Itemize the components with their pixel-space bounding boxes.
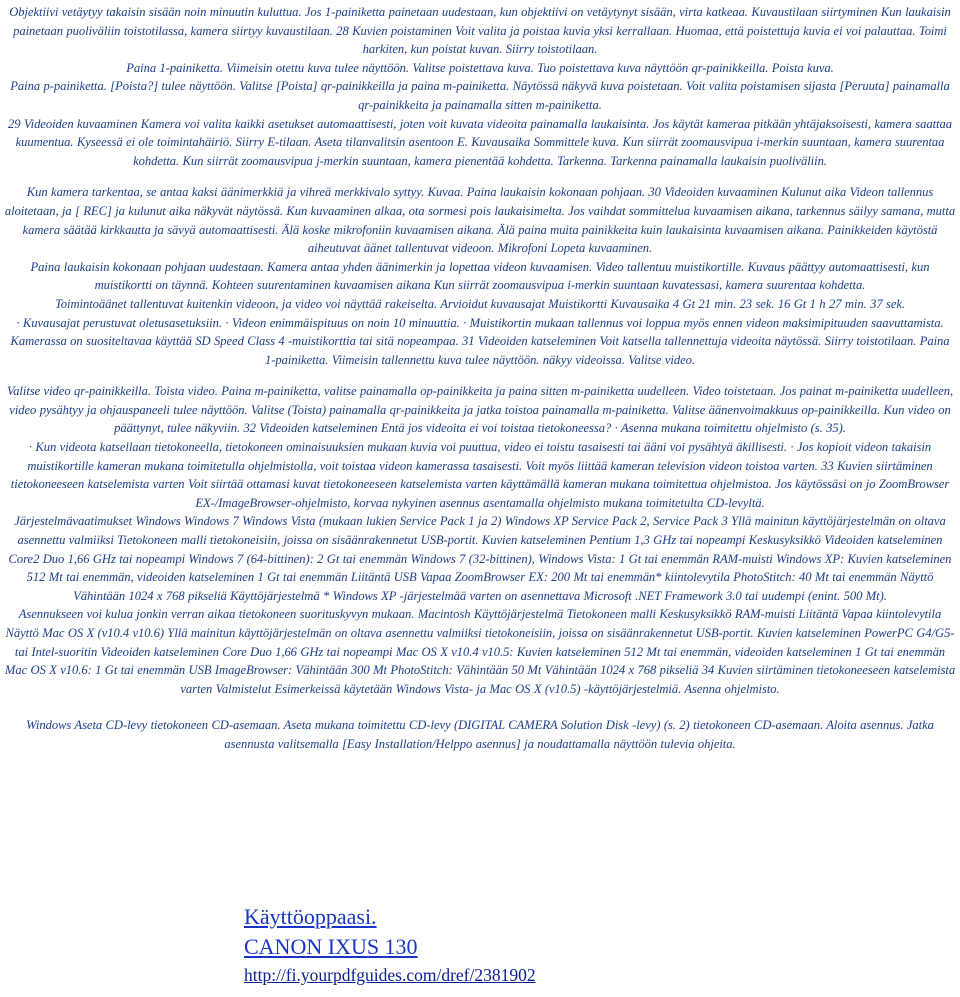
footer-link-url[interactable]: http://fi.yourpdfguides.com/dref/2381902 bbox=[244, 965, 536, 985]
paragraph-video-record: Kun kamera tarkentaa, se antaa kaksi äänimerkkiä ja vihreä merkkivalo syttyy. Kuvaa. Paina laukaisin kokonaan pohjaan. 30 Videoiden kuvaaminen Kulunut aika Videon tallennus aloitetaan, ja [ REC] ja kulunut aika näkyvät näytössä. Kun kuvaaminen alkaa, ota sormesi pois laukaisimelta. Jos vaihdat sommittelua kuvaamisen aikana, tarkennus säilyy samana, mutta kamera säätää kirkkautta ja sävyä automaattisesti. Älä koske mikrofoniin kuvaamisen aikana. Älä paina muita painikkeita kuin laukaisinta kuvaamisen aikana. Painikkeiden käytöstä aiheutuvat äänet tallentuvat videoon. Mikrofoni Lopeta kuvaaminen. bbox=[4, 185, 956, 256]
paragraph-mac-requirements: Asennukseen voi kulua jonkin verran aikaa tietokoneen suorituskyvyn mukaan. Macintosh Käyttöjärjestelmä Tietokoneen malli Keskusyksikkö RAM-muisti Liitäntä Vapaa kiintolevytila Näyttö Mac OS X (v10.4 v10.6) Yllä mainitun käyttöjärjestelmän on oltava asennettu valmiiksi tietokoneisiin, joissa on sisäänrakennetut USB-portit. Kuvien katseleminen PowerPC G4/G5- tai Intel-suoritin Videoiden katseleminen Core Duo 1,66 GHz tai nopeampi Mac OS X v10.4 v10.5: Kuvien katseleminen 512 Mt tai enemmän, videoiden katseleminen 1 Gt tai enemmän Mac OS X v10.6: 1 Gt tai enemmän USB ImageBrowser: Vähintään 300 Mt PhotoStitch: Vähintään 50 Mt Vähintään 1024 x 768 pikseliä 34 Kuvien siirtäminen tietokoneeseen katselemista varten Valmistelut Esimerkeissä käytetään Windows Vista- ja Mac OS X (v10.5) -käyttöjärjestelmiä. Asenna ohjelmisto. bbox=[4, 607, 956, 696]
paragraph-computer-transfer: · Kun videota katsellaan tietokoneella, tietokoneen ominaisuuksien mukaan kuvia voi puuttua, video ei toistu tasaisesti tai ääni voi pysähtyä äkillisesti. · Jos kopioit videon takaisin muistikortille kameran mukana toimitetulla ohjelmistolla, voit toistaa videon kamerassa tasaisesti. Voit myös liittää kameran television videon toistoa varten. 33 Kuvien siirtäminen tietokoneeseen katselemista varten Voit siirtää ottamasi kuvat tietokoneeseen katselemista varten käyttämällä kameran mukana toimitettua ohjelmistoa. Jos käytössäsi on jo ZoomBrowser EX-/ImageBrowser-ohjelmisto, korvaa nykyinen asennus asentamalla ohjelmisto mukana toimitetulta CD-levyltä. bbox=[10, 440, 950, 510]
footer-link-manual[interactable]: Käyttöoppaasi. bbox=[244, 904, 377, 929]
paragraph-video-playback: Valitse video qr-painikkeilla. Toista video. Paina m-painiketta, valitse painamalla op-painikkeita ja paina sitten m-painiketta uudelleen. Video toistetaan. Jos painat m-painiketta uudelleen, video pysähtyy ja ohjauspaneeli tulee näyttöön. Valitse (Toista) painamalla qr-painikkeita ja jatka toistoa painamalla m-painiketta. Valitse äänenvoimakkuus op-painikkeilla. Kun video on päättynyt, tulee näkyviin. 32 Videoiden katseleminen Entä jos videoita ei voi toistaa tietokoneessa? · Asenna mukana toimitettu ohjelmisto (s. 35). bbox=[6, 384, 954, 436]
paragraph-video-stop: Paina laukaisin kokonaan pohjaan uudestaan. Kamera antaa yhden äänimerkin ja lopettaa videon kuvaamisen. Video tallentuu muistikortille. Kuvaus päättyy automaattisesti, kun muistikortti on täynnä. Kohteen suurentaminen kuvaamisen aikana Kun siirrät zoomausvipua i-merkin suuntaan kuvatessasi, kamera suurentaa kohdetta. bbox=[30, 259, 930, 293]
paragraph-windows-requirements: Järjestelmävaatimukset Windows Windows 7 Windows Vista (mukaan lukien Service Pack 1 ja 2) Windows XP Service Pack 2, Service Pack 3 Yllä mainitun käyttöjärjestelmän on oltava asennettu valmiiksi Tietokoneen malli tietokoneisiin, joissa on sisäänrakennetut USB-portit. Kuvien katseleminen Pentium 1,3 GHz tai nopeampi Keskusyksikkö Videoiden katseleminen Core2 Duo 1,66 GHz tai nopeampi Windows 7 (64-bittinen): 2 Gt tai enemmän Windows 7 (32-bittinen), Windows Vista: 1 Gt tai enemmän RAM-muisti Windows XP: Kuvien katseleminen 512 Mt tai enemmän, videoiden katseleminen 1 Gt tai enemmän Liitäntä USB Vapaa ZoomBrowser EX: 200 Mt tai enemmän* kiintolevytila PhotoStitch: 40 Mt tai enemmän Näyttö Vähintään 1024 x 768 pikseliä Käyttöjärjestelmä * Windows XP -järjestelmää varten on asennettava Microsoft .NET Framework 3.0 tai uudempi (enint. 500 Mt). bbox=[8, 514, 952, 603]
spacer bbox=[4, 369, 956, 382]
spacer bbox=[4, 170, 956, 183]
footer-link-model[interactable]: CANON IXUS 130 bbox=[244, 934, 418, 959]
paragraph-delete-confirm: Paina p-painiketta. [Poista?] tulee näyttöön. Valitse [Poista] qr-painikkeilla ja paina m-painiketta. Näytössä näkyvä kuva poistetaan. Voit valita poistamisen sijasta [Peruuta] painamalla qr-painikkeita ja painamalla sitten m-painiketta. bbox=[10, 79, 950, 112]
footer-links bbox=[244, 902, 536, 988]
spacer bbox=[4, 698, 956, 716]
paragraph-video-shooting: 29 Videoiden kuvaaminen Kamera voi valita kaikki asetukset automaattisesti, joten voit kuvata videoita painamalla laukaisinta. Jos käytät kameraa pitkään yhtäjaksoisesti, kamera saattaa kuumentua. Kyseessä ei ole toimintahäiriö. Siirry E-tilaan. Aseta tilanvalitsin asentoon E. Kuvausaika Sommittele kuva. Kun siirrät zoomausvipua i-merkin suuntaan, kamera suurentaa kohdetta. Kun siirrät zoomausvipua j-merkin suuntaan, kamera pienentää kohdetta. Tarkenna. Tarkenna painamalla laukaisin puoliväliin. bbox=[8, 116, 952, 168]
paragraph-windows-install: Windows Aseta CD-levy tietokoneen CD-asemaan. Aseta mukana toimitettu CD-levy (DIGITAL CAMERA Solution Disk -levy) (s. 2) tietokoneen CD-asemaan. Aloita asennus. Jatka asennusta valitsemalla [Easy Installation/Helppo asennus] ja noudattamalla näyttöön tulevia ohjeita. bbox=[26, 718, 934, 751]
paragraph-recording-times: Toimintoäänet tallentuvat kuitenkin videoon, ja video voi näyttää rakeiselta. Arvioidut kuvausajat Muistikortti Kuvausaika 4 Gt 21 min. 23 sek. 16 Gt 1 h 27 min. 37 sek. bbox=[54, 296, 905, 311]
paragraph-lens-retract: Objektiivi vetäytyy takaisin sisään noin minuutin kuluttua. Jos 1-painiketta painetaan uudestaan, kun objektiivi on vetäytynyt sisään, virta katkeaa. Kuvaustilaan siirtyminen Kun laukaisin painetaan puoliväliin toistotilassa, kamera siirtyy kuvaustilaan. 28 Kuvien poistaminen Voit valita ja poistaa kuvia yksi kerrallaan. Huomaa, että poistettuja kuvia ei voi palauttaa. Toimi harkiten, kun poistat kuvan. Siirry toistotilaan. bbox=[9, 5, 951, 57]
paragraph-delete-select: Paina 1-painiketta. Viimeisin otettu kuva tulee näyttöön. Valitse poistettava kuva. Tuo poistettava kuva näyttöön qr-painikkeilla. Poista kuva. bbox=[126, 60, 834, 75]
paragraph-video-viewing: · Kuvausajat perustuvat oletusasetuksiin. · Videon enimmäispituus on noin 10 minuuttia. · Muistikortin mukaan tallennus voi loppua myös ennen videon maksimipituuden saavuttamista. Kamerassa on suositeltavaa käyttää SD Speed Class 4 -muistikorttia tai sitä nopeampaa. 31 Videoiden katseleminen Voit katsella tallennettuja videoita näytössä. Siirry toistotilaan. Paina 1-painiketta. Viimeisin tallennettu kuva tulee näyttöön. näkyy videoissa. Valitse video. bbox=[10, 315, 950, 367]
